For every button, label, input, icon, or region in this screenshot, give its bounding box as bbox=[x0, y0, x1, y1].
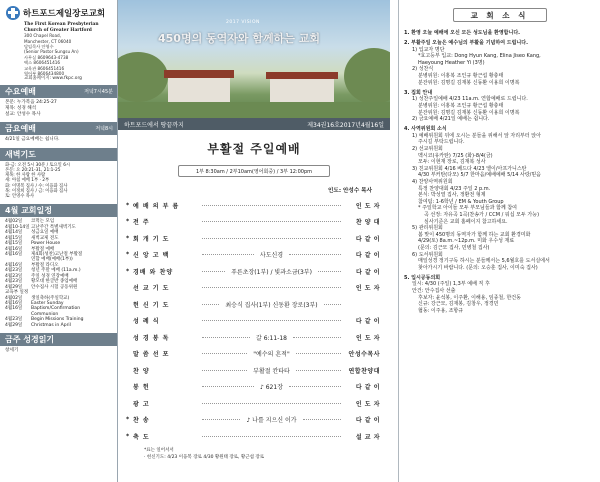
order-leader: 다 같 이 bbox=[355, 268, 381, 276]
wednesday-title: 수요예배 bbox=[5, 87, 36, 97]
news-item-line: 봄 맞이 450명의 동역자가 함께 하는 교회 환경미화 bbox=[418, 231, 531, 238]
address-line: 사무실 8609643-4738 bbox=[24, 54, 69, 60]
volume-date: 제34권16호2017년4월16일 bbox=[307, 121, 384, 129]
footnotes bbox=[118, 447, 390, 461]
order-leader: 다 같 이 bbox=[355, 384, 380, 392]
order-name: 회 개 기 도 bbox=[133, 235, 170, 243]
news-item-heading: 1. 환영 오늘 예배에 오신 모든 성도님을 환영합니다. bbox=[404, 30, 521, 36]
dotted-leader bbox=[202, 370, 247, 371]
order-name: 성 경 봉 독 bbox=[133, 334, 170, 342]
schedule-date: 4월15일 bbox=[5, 235, 23, 241]
dotted-leader bbox=[303, 419, 341, 420]
dotted-leader bbox=[202, 436, 341, 437]
news-item-line: *효고등부 입교: Dong Hyun Kang, Elina Jiseo Kang, bbox=[418, 53, 541, 60]
schedule-event: Begin Missions Training bbox=[31, 317, 84, 323]
schedule-header bbox=[0, 204, 117, 217]
order-name: 선 교 기 도 bbox=[133, 285, 170, 293]
order-leader: 인 도 자 bbox=[355, 285, 380, 293]
schedule-date: 4월10-14일 bbox=[5, 224, 30, 230]
schedule-date: 4월23일 bbox=[5, 279, 23, 285]
church-news-title: 교 회 소 식 bbox=[453, 8, 547, 22]
building-roof bbox=[266, 72, 338, 79]
order-name: 축 도 bbox=[133, 433, 150, 441]
schedule-event: Power House bbox=[31, 241, 61, 247]
dotted-leader bbox=[202, 271, 225, 272]
church-name-en-1: The First Korean Presbyterian bbox=[24, 22, 99, 27]
tagline: 하트포드에서 땅끝까지 bbox=[124, 121, 184, 129]
news-item-heading: 4. 사역위원회 소식 bbox=[404, 126, 447, 133]
left-column bbox=[0, 0, 118, 482]
schedule-date: 4월16일 bbox=[5, 301, 23, 307]
news-item-line: 5) 관리위원회 bbox=[412, 225, 443, 232]
banner-title: 450명의 동역자와 함께하는 교회 bbox=[158, 32, 320, 45]
schedule-date: 4월23일 bbox=[5, 273, 23, 279]
order-row bbox=[126, 346, 380, 363]
news-item-line: 1) 성찬주일예배 4/23 11a.m. 연합예배로 드립니다. bbox=[412, 96, 528, 103]
dotted-leader bbox=[202, 320, 341, 321]
dawn-line: 새: 아침 예배 1부 · 2부 bbox=[5, 178, 50, 184]
news-item-line: 찾아가시기 바랍니다. (문의: 오승훈 집사, 이미숙 집사) bbox=[418, 264, 538, 271]
right-column bbox=[398, 0, 600, 482]
middle-column bbox=[118, 0, 390, 482]
dawn-line: 목: 이정희 집사 / 금: 이융화 집사 bbox=[5, 188, 68, 194]
news-item-line: 분잔위원: 김명길 김재봉 신동환 이용희 이명복 bbox=[418, 109, 520, 116]
order-name: 신 앙 고 백 bbox=[133, 252, 170, 260]
dotted-leader bbox=[296, 353, 341, 354]
news-item-line: 2) 선교위원회 bbox=[412, 146, 443, 152]
news-item-line: 협동: 이주용, 조항규 bbox=[418, 307, 464, 314]
order-row bbox=[126, 296, 380, 313]
wednesday-time: 저녁7시45분 bbox=[84, 89, 113, 96]
schedule-event: 황모대 한글반 종업예배 bbox=[31, 279, 78, 285]
order-leader: 다 같 이 bbox=[355, 252, 380, 260]
schedule-date: 4월23일 bbox=[5, 268, 23, 274]
order-row bbox=[126, 313, 380, 330]
vision-banner bbox=[118, 0, 390, 118]
church-name-en-2: Church of Greater Hartford bbox=[24, 27, 92, 33]
schedule-event: 성금요일 예배 bbox=[31, 230, 59, 236]
news-item-line: 2) 성찬식 bbox=[412, 66, 434, 73]
schedule-date: 4월23일 bbox=[5, 317, 23, 323]
friday-time: 저녁8시 bbox=[95, 126, 113, 133]
address-line: 300 Chapel Road, bbox=[24, 33, 62, 39]
order-name: 광 고 bbox=[133, 400, 150, 408]
news-item-line: 신규: 강근모, 김재봉, 김창우, 정경민 bbox=[418, 301, 499, 308]
news-item-line: 2) 금요예배 4/21일 예배는 쉽니다. bbox=[412, 116, 490, 123]
news-item-line: 분병위원: 이홍복 조인규 황근섭 황충태 bbox=[418, 102, 504, 109]
order-of-worship bbox=[118, 197, 390, 445]
schedule-date: 4월16일 bbox=[5, 306, 23, 312]
schedule-event: Baptism/Confirmation bbox=[31, 306, 81, 312]
wednesday-line: 제목: 성경 해석 bbox=[5, 106, 37, 112]
address-line: (Senior Pastor Sungsu An) bbox=[24, 49, 79, 55]
schedule-event: Communion bbox=[31, 311, 59, 317]
news-item-line: 3) 친교위원회 4/16 베드다 4/23 엘이/아프가니스탄 bbox=[412, 165, 527, 172]
schedule-event: 제4회(성찬)고난절 부활절 bbox=[31, 251, 83, 257]
order-content: ♪ 621장 bbox=[260, 384, 283, 392]
address-line: 영어부 8606434800 bbox=[24, 71, 65, 77]
news-item-line: 특정 찬양대회 4/23 주일 2 p.m. bbox=[418, 185, 491, 192]
footnote-line: *표는 일어서서 bbox=[144, 447, 174, 453]
schedule-event: 안수집사 시험 공동위원 bbox=[31, 284, 78, 290]
dotted-leader bbox=[202, 304, 219, 305]
schedule-date: 4월29일 bbox=[5, 322, 23, 328]
dawn-prayer-body bbox=[0, 161, 117, 201]
dawn-prayer-title: 새벽기도 bbox=[5, 149, 36, 159]
order-name: 찬 송 bbox=[133, 417, 150, 425]
bible-reading-line: 창세기 bbox=[5, 348, 19, 354]
news-item-line: Haeyoung Heather Yi (3명) bbox=[418, 59, 485, 66]
dotted-leader bbox=[202, 403, 341, 404]
news-item-line: 모두: 이현재 장로, 김재복 성사 bbox=[418, 159, 486, 166]
dawn-line: 토: 안영수 목사 bbox=[5, 194, 35, 200]
dotted-leader bbox=[289, 254, 341, 255]
order-row bbox=[126, 247, 380, 264]
order-leader: 다 같 이 bbox=[355, 235, 380, 243]
building-roof bbox=[164, 70, 234, 78]
news-item-line: 후보자: 윤석봉, 이주환, 이해용, 임종철, 한건동 bbox=[418, 294, 521, 301]
schedule-event: 부활절 예배 bbox=[31, 246, 55, 252]
address-line: 교육관 8606451416 bbox=[24, 65, 65, 71]
dotted-leader bbox=[202, 353, 247, 354]
order-row bbox=[126, 230, 380, 247]
dotted-leader bbox=[324, 304, 341, 305]
schedule-title: 4월 교회일정 bbox=[5, 206, 52, 216]
news-item-line: 참여팀: 1-6학년 / EM & Youth Group bbox=[418, 198, 504, 205]
news-item-heading: 5. 입시공동의회 bbox=[404, 274, 441, 281]
service-times: 1부 8:30am / 2부10am(영어회중) / 3부 12:00pm bbox=[178, 165, 330, 177]
friday-line: 4/21일 금요예배는 쉽니다. bbox=[5, 137, 60, 143]
order-row bbox=[126, 395, 380, 412]
preacher: 인도: 안성수 목사 bbox=[328, 188, 372, 194]
wednesday-header bbox=[0, 85, 117, 98]
news-item-line: (문의: 김근모 집사, 민병철 집사) bbox=[418, 244, 490, 251]
wednesday-line: 설교: 안성수 목사 bbox=[5, 111, 41, 117]
bible-reading-body bbox=[0, 346, 117, 356]
banner-vision: 2017 VISION bbox=[226, 20, 260, 25]
news-item-line: 4/30 부커탄(다모) 5/7 한마음/예배예배 5/14 사랑/믿음 bbox=[418, 172, 542, 179]
news-item-line: 6) 도서위원회 bbox=[412, 251, 443, 258]
order-leader: 인 도 자 bbox=[355, 334, 381, 342]
order-mark: * bbox=[126, 234, 130, 242]
order-leader: 안성수목사 bbox=[348, 351, 381, 359]
order-mark: * bbox=[126, 432, 130, 440]
address-line: Manchester, CT 06040 bbox=[24, 38, 72, 44]
news-item-line: 1) 입교자 명단 bbox=[412, 46, 445, 53]
order-mark: * bbox=[126, 201, 130, 209]
news-item-line: * 주일학교 아이들 모두 부모님들과 함께 참여 bbox=[418, 205, 517, 212]
address-line: 팩스 8606451416 bbox=[24, 60, 61, 66]
order-name: 예 배 의 부 름 bbox=[133, 202, 180, 210]
order-leader: 찬 양 대 bbox=[355, 219, 380, 227]
schedule-event: 생일축하(주일학교) bbox=[31, 295, 70, 301]
dawn-line: 제목: 한 사람 한 사람 bbox=[5, 173, 46, 179]
dotted-leader bbox=[202, 238, 341, 239]
schedule-list bbox=[0, 217, 117, 330]
schedule-date: 4월16일 bbox=[5, 251, 23, 257]
order-content: 부활절 칸타타 bbox=[253, 367, 290, 375]
order-mark: * bbox=[126, 218, 130, 226]
order-row bbox=[126, 428, 380, 445]
friday-title: 금요예배 bbox=[5, 124, 36, 134]
schedule-event: Easter Sunday bbox=[31, 301, 64, 307]
order-mark: * bbox=[126, 416, 130, 424]
order-row bbox=[126, 379, 380, 396]
service-title: 부활절 주일예배 bbox=[207, 142, 301, 156]
order-leader: 다 같 이 bbox=[355, 318, 380, 326]
order-content: 푸른초장(1부) / 빛과소금(3부) bbox=[231, 268, 312, 276]
news-item-line: 안건: 안수집사 선출 bbox=[412, 287, 456, 294]
order-name: 헌 신 기 도 bbox=[133, 301, 170, 309]
dotted-leader bbox=[293, 337, 341, 338]
church-building bbox=[270, 79, 334, 102]
church-news-list bbox=[399, 30, 600, 314]
schedule-date: 4월16일 bbox=[5, 246, 23, 252]
news-item-line: 4) 찬양사역위원회 bbox=[412, 178, 453, 185]
dotted-leader bbox=[296, 370, 341, 371]
order-row bbox=[126, 263, 380, 280]
order-row bbox=[126, 197, 380, 214]
schedule-date: 4월02일 bbox=[5, 295, 23, 301]
church-building bbox=[168, 78, 230, 102]
news-item-heading: 3. 집회 안내 bbox=[404, 89, 433, 96]
news-item-line: 일시: 4/30 (주일) 1,3부 예배 직 후 bbox=[412, 281, 490, 288]
dawn-line: 화: 이명복 집사 / 수: 이융화 집사 bbox=[5, 183, 68, 189]
news-item-line: 분잔위원: 김명길 김재봉 신동환 이용희 이명복 bbox=[418, 79, 520, 86]
order-name: 봉 헌 bbox=[133, 384, 150, 392]
dawn-line: 본문: 요 20:21-31, 21:1-25 bbox=[5, 168, 61, 174]
dotted-leader bbox=[202, 287, 341, 288]
order-mark: * bbox=[126, 251, 130, 259]
order-content: ♪ 나를 지으신 이가 bbox=[246, 417, 297, 425]
tree-image bbox=[344, 48, 390, 104]
dotted-leader bbox=[202, 221, 341, 222]
news-item-line: 주시길 부탁드립니다. bbox=[418, 139, 465, 146]
schedule-event: 코먹는 모임 bbox=[31, 219, 55, 225]
address-line: 담임목사 안영수 bbox=[24, 44, 54, 49]
church-header bbox=[0, 0, 117, 22]
order-name: 성 례 식 bbox=[133, 318, 160, 326]
dotted-leader bbox=[202, 205, 341, 206]
order-content: 갈 6:11-18 bbox=[256, 334, 287, 342]
schedule-event: 고난주간 특별새벽기도 bbox=[31, 224, 76, 230]
order-leader: 연합찬양대 bbox=[348, 367, 380, 375]
news-item-line: 4/29(토) 8a.m.~12p.m. 미화 우수성 재료 bbox=[418, 238, 515, 245]
order-leader: 설 교 자 bbox=[355, 433, 380, 441]
schedule-date: 교육부 일정 bbox=[5, 290, 29, 296]
news-item-line: 본식: 박성열 집사, 정환전 형제 bbox=[418, 192, 486, 199]
schedule-date: 4월16일 bbox=[5, 262, 23, 268]
order-row bbox=[126, 329, 380, 346]
schedule-event: Christmas in April bbox=[31, 322, 71, 328]
order-name: 경배 와 찬양 bbox=[133, 268, 174, 276]
wednesday-line: 본문: 누가복음 24:25-27 bbox=[5, 100, 57, 106]
schedule-date: 4월29일 bbox=[5, 284, 23, 290]
order-leader: 다 같 이 bbox=[355, 417, 380, 425]
wednesday-body bbox=[0, 98, 117, 119]
schedule-event: 부활절 라디오 bbox=[31, 262, 59, 268]
dotted-leader bbox=[289, 386, 341, 387]
order-row bbox=[126, 362, 380, 379]
dotted-leader bbox=[318, 271, 341, 272]
church-logo-icon bbox=[6, 6, 20, 20]
schedule-event: 주일 성경 연장예배 bbox=[31, 273, 69, 279]
bible-reading-title: 금주 성경읽기 bbox=[5, 335, 55, 345]
church-name-ko: 하트포드제일장로교회 bbox=[23, 9, 106, 19]
order-leader: 인 도 자 bbox=[355, 202, 380, 210]
order-row bbox=[126, 214, 380, 231]
dotted-leader bbox=[202, 337, 250, 338]
bible-reading-header bbox=[0, 333, 117, 346]
order-mark: * bbox=[126, 267, 130, 275]
schedule-event: 연합 예배(예배(1부)) bbox=[31, 257, 73, 263]
schedule-date: 4월15일 bbox=[5, 241, 23, 247]
news-item-line: 심사기준은 교회 홈페이지 참고하세요. bbox=[424, 218, 508, 225]
schedule-date: 4월02일 bbox=[5, 219, 23, 225]
order-content: 최승식 집사(1부) 신동환 장로(3부) bbox=[225, 301, 318, 309]
lawn bbox=[118, 102, 390, 118]
dotted-leader bbox=[202, 386, 254, 387]
schedule-date: 4월14일 bbox=[5, 230, 23, 236]
order-content: 사도신경 bbox=[259, 252, 284, 260]
order-content: "예수의 흔적" bbox=[253, 351, 290, 359]
news-item-line: 곡 선정: 자유곡 1곡(찬송가 / CCM / 워십 모두 가능) bbox=[424, 211, 540, 218]
sub-banner bbox=[118, 118, 390, 130]
order-row bbox=[126, 412, 380, 429]
dawn-prayer-header bbox=[0, 148, 117, 161]
schedule-event: 새벽교제 전도 bbox=[31, 235, 59, 241]
friday-body bbox=[0, 135, 117, 145]
order-name: 찬 양 bbox=[133, 367, 150, 375]
order-leader: 인 도 자 bbox=[355, 400, 380, 408]
schedule-row bbox=[5, 323, 113, 328]
order-name: 말 씀 선 포 bbox=[133, 351, 170, 359]
news-item-line: 1) 예배위원회 뒤에 오시는 분들을 위해서 앞 자리부터 앉아 bbox=[412, 132, 541, 139]
news-item-line: 매일성경 정기구독 하시는 분들께서는 5,6월호를 도서실에서 bbox=[418, 258, 550, 265]
footnote-line: · 헌신기도: 4/23 이융복 장로 4/30 황원태 장로, 황근섭 장로 bbox=[144, 454, 265, 460]
dawn-line: 화-금: 오전 5시 30분 / 토요일 6시 bbox=[5, 162, 71, 168]
dotted-leader bbox=[202, 254, 254, 255]
dotted-leader bbox=[202, 419, 240, 420]
news-item-line: 분병위원: 이홍복 조인규 황근섭 황충태 bbox=[418, 73, 504, 80]
news-item-heading: 2. 부활주일 오늘은 예수님의 부활을 기념하여 드립니다. bbox=[404, 40, 528, 47]
website-link[interactable]: 교회홈페이지: www.fkpc.org bbox=[24, 76, 82, 82]
news-item-line: 멕시코(유카탄) 7/25 (화)-8/4(금) bbox=[418, 152, 493, 159]
tree-image bbox=[118, 52, 168, 102]
order-row bbox=[126, 280, 380, 297]
friday-header bbox=[0, 122, 117, 135]
order-name: 전 주 bbox=[133, 219, 150, 227]
schedule-event: 청년 주말 예배 (11a.m.) bbox=[31, 268, 81, 274]
